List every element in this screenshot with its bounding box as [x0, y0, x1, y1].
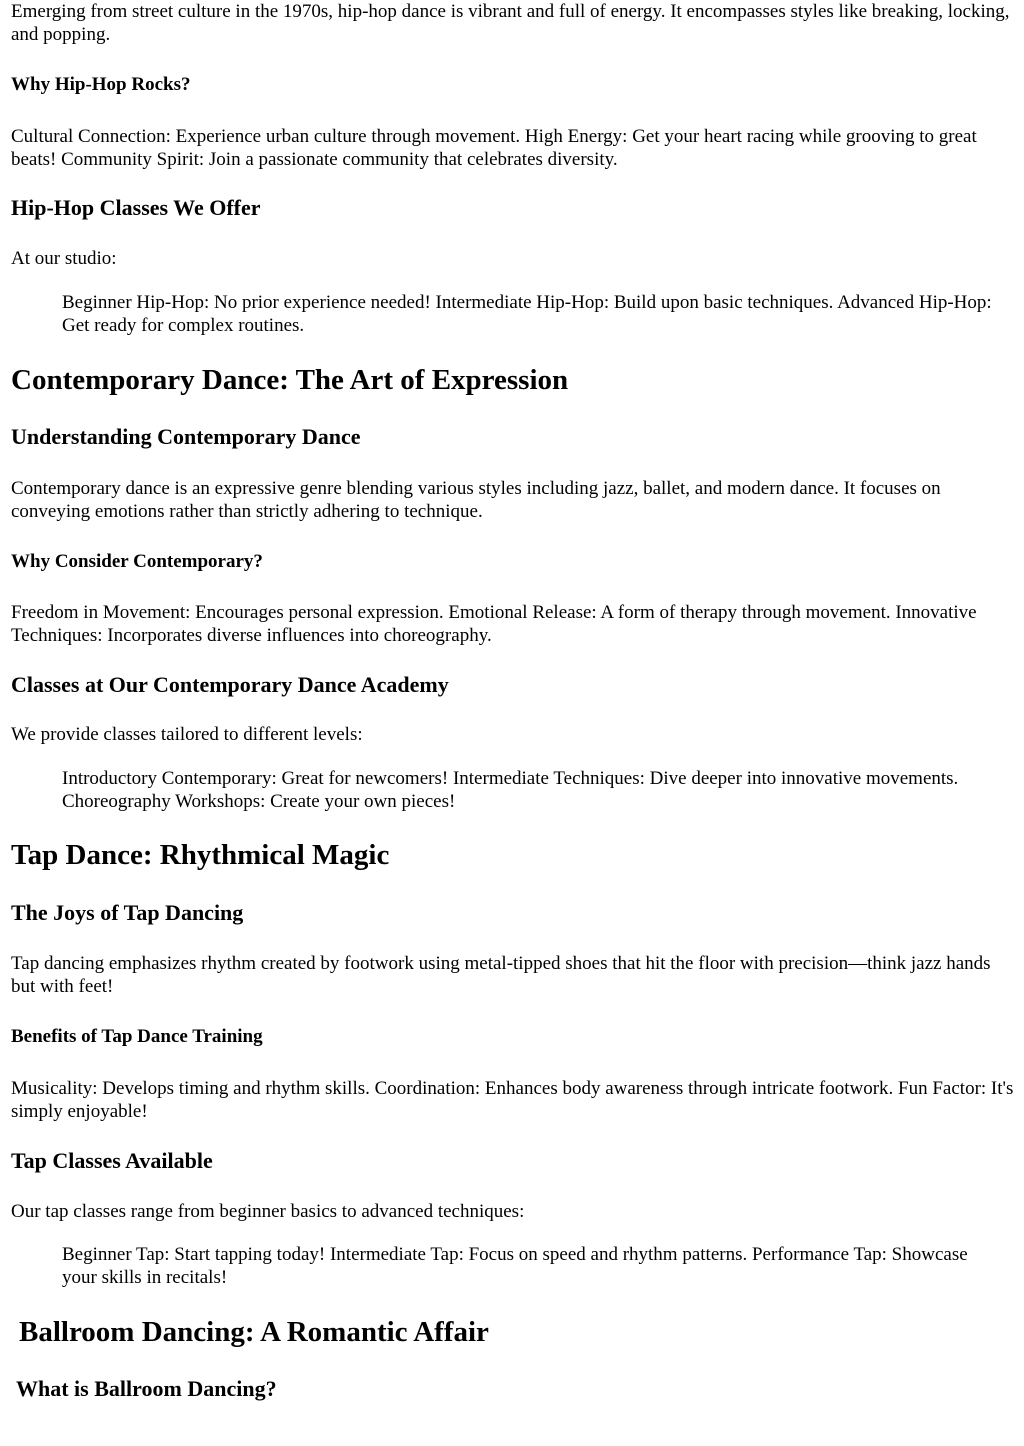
- hiphop-why-paragraph: Cultural Connection: Experience urban culture through movement. High Energy: Get your heart racing while grooving to great beats! Community Spirit: Join a passionate community that celebrates diversity.: [11, 126, 977, 170]
- ballroom-section-title: Ballroom Dancing: A Romantic Affair: [19, 1316, 489, 1348]
- tap-classes-heading: Tap Classes Available: [11, 1148, 213, 1173]
- contemporary-classes-heading: Classes at Our Contemporary Dance Academy: [11, 672, 449, 697]
- tap-benefits-paragraph: Musicality: Develops timing and rhythm skills. Coordination: Enhances body awareness through intricate footwork. Fun Factor: It's simply enjoyable!: [11, 1078, 1014, 1122]
- contemporary-classes-intro: We provide classes tailored to different levels:: [11, 724, 363, 745]
- tap-benefits-heading: Benefits of Tap Dance Training: [11, 1026, 263, 1047]
- contemporary-understanding-heading: Understanding Contemporary Dance: [11, 424, 361, 449]
- hiphop-why-heading: Why Hip-Hop Rocks?: [11, 74, 191, 95]
- hiphop-classes-intro: At our studio:: [11, 248, 117, 269]
- tap-joys-paragraph: Tap dancing emphasizes rhythm created by footwork using metal-tipped shoes that hit the floor with precision—think jazz hands but with feet!: [11, 953, 991, 997]
- contemporary-understanding-paragraph: Contemporary dance is an expressive genre blending various styles including jazz, ballet, and modern dance. It focuses on conveying emotions rather than strictly adhering to technique.: [11, 478, 941, 522]
- hiphop-classes-list: Beginner Hip-Hop: No prior experience needed! Intermediate Hip-Hop: Build upon basic techniques. Advanced Hip-Hop: Get ready for complex routines.: [62, 292, 992, 336]
- hiphop-classes-heading: Hip-Hop Classes We Offer: [11, 195, 261, 220]
- hiphop-intro-paragraph: Emerging from street culture in the 1970s, hip-hop dance is vibrant and full of energy. It encompasses styles like breaking, locking, and popping.: [11, 1, 1010, 45]
- tap-classes-intro: Our tap classes range from beginner basics to advanced techniques:: [11, 1201, 525, 1222]
- contemporary-section-title: Contemporary Dance: The Art of Expression: [11, 364, 569, 396]
- contemporary-why-paragraph: Freedom in Movement: Encourages personal expression. Emotional Release: A form of therapy through movement. Innovative Techniques: Incorporates diverse influences into choreography.: [11, 602, 977, 646]
- contemporary-why-heading: Why Consider Contemporary?: [11, 551, 263, 572]
- contemporary-classes-list: Introductory Contemporary: Great for newcomers! Intermediate Techniques: Dive deeper into innovative movements. Choreography Workshops: Create your own pieces!: [62, 768, 959, 812]
- tap-joys-heading: The Joys of Tap Dancing: [11, 900, 244, 925]
- tap-classes-list: Beginner Tap: Start tapping today! Intermediate Tap: Focus on speed and rhythm patterns. Performance Tap: Showcase your skills in recitals!: [62, 1244, 968, 1288]
- ballroom-what-heading: What is Ballroom Dancing?: [16, 1376, 277, 1401]
- tap-section-title: Tap Dance: Rhythmical Magic: [11, 839, 390, 871]
